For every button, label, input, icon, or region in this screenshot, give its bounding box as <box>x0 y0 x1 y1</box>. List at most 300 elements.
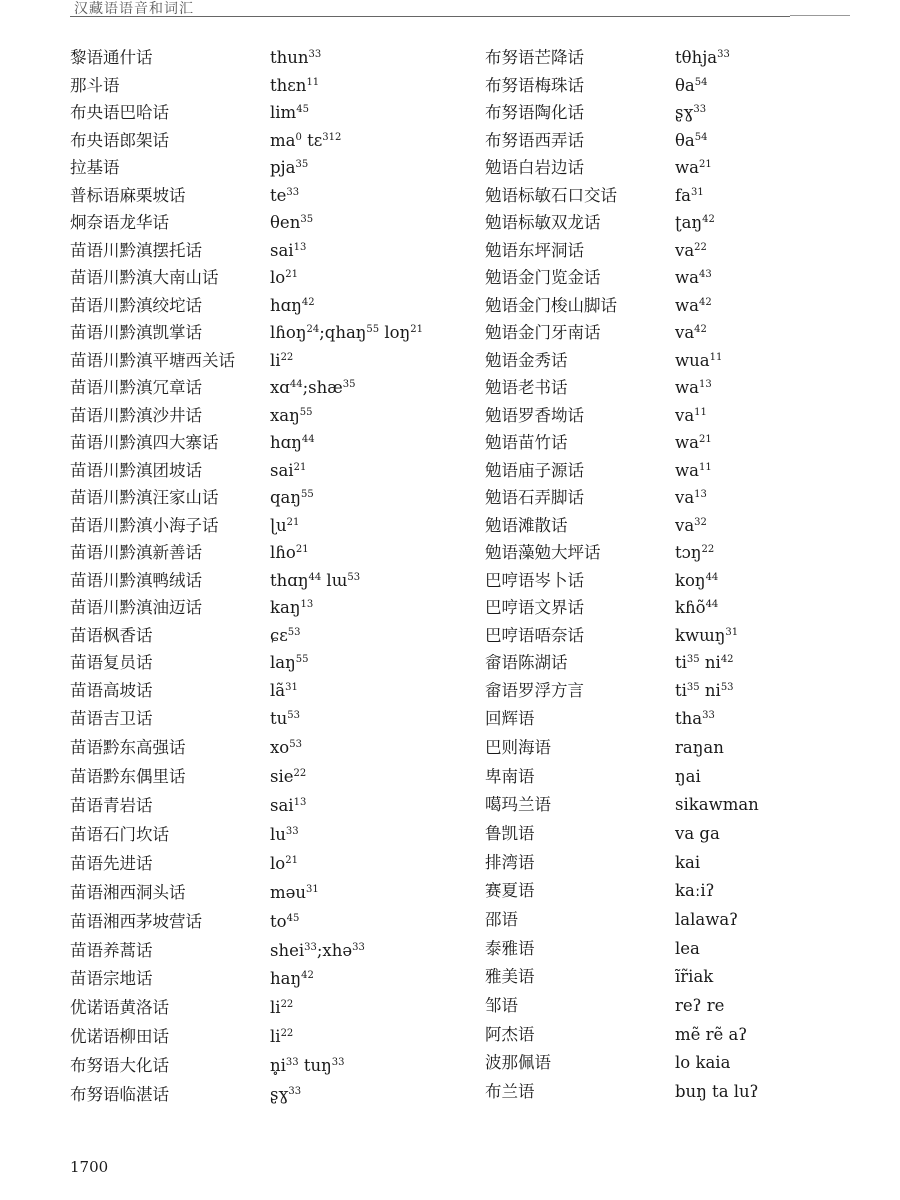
pronunciation <box>675 1049 730 1078</box>
syllable: thun <box>270 48 309 67</box>
syllable: ŋai <box>675 766 701 786</box>
pronunciation <box>270 850 298 879</box>
language-name: 巴则海语 <box>485 737 551 757</box>
vocabulary-entry <box>485 791 875 820</box>
syllable: lim <box>270 103 297 122</box>
vocabulary-entry <box>70 908 450 937</box>
syllable: tɛ <box>301 130 323 150</box>
tone-number: 44 <box>308 571 322 583</box>
vocabulary-entry <box>485 677 875 706</box>
syllable: wa <box>675 433 699 452</box>
syllable: tθhja <box>675 48 718 67</box>
language-name: 苗语川黔滇团坡话 <box>70 460 202 480</box>
pronunciation <box>270 374 356 402</box>
pronunciation <box>270 402 313 430</box>
language-name: 优诺语黄洛话 <box>70 998 169 1018</box>
language-name: 排湾语 <box>485 852 535 872</box>
vocabulary-entry <box>70 937 450 966</box>
language-name: 布努语陶化话 <box>485 103 584 122</box>
running-header <box>70 0 790 17</box>
syllable: sai <box>270 796 294 816</box>
pronunciation <box>270 237 306 265</box>
vocabulary-entry <box>485 906 875 935</box>
pronunciation <box>675 484 707 512</box>
pronunciation <box>675 127 708 155</box>
vocabulary-entry <box>485 429 875 457</box>
language-name: 勉语金秀话 <box>485 350 568 370</box>
tone-number: 11 <box>306 76 320 88</box>
pronunciation <box>675 72 708 100</box>
pronunciation <box>675 402 707 430</box>
vocabulary-entry <box>485 935 875 964</box>
syllable: ni <box>699 680 721 700</box>
language-name: 苗语川黔滇鸭绒话 <box>70 570 202 590</box>
syllable: hɑŋ <box>270 295 302 315</box>
tone-number: 35 <box>686 654 700 665</box>
pronunciation <box>270 484 314 512</box>
language-name: 苗语川黔滇摆托话 <box>70 240 202 260</box>
vocabulary-entry <box>70 677 450 706</box>
tone-number: 312 <box>322 131 342 143</box>
language-name: 苗语湘西茅坡营话 <box>70 911 202 931</box>
pronunciation <box>270 512 299 540</box>
vocabulary-entry <box>485 264 875 292</box>
syllable: kwɯŋ <box>675 625 726 645</box>
tone-number: 42 <box>694 324 707 335</box>
language-name: 邹语 <box>485 996 518 1016</box>
tone-number: 31 <box>725 626 739 638</box>
language-name: 泰雅语 <box>485 938 535 958</box>
language-name: 布央语郎架话 <box>70 130 169 150</box>
language-name: 布努语西弄话 <box>485 130 584 150</box>
language-name: 拉基语 <box>70 158 120 177</box>
syllable: θa <box>675 130 695 150</box>
tone-number: 55 <box>366 324 380 335</box>
vocabulary-entry <box>70 182 450 210</box>
syllable: shei <box>270 940 305 960</box>
pronunciation <box>675 622 738 650</box>
pronunciation <box>270 99 309 127</box>
pronunciation <box>270 734 302 763</box>
tone-number: 44 <box>705 599 719 610</box>
syllable: wua <box>675 350 710 370</box>
language-name: 勉语罗香坳话 <box>485 405 584 425</box>
tone-number: 44 <box>705 571 719 583</box>
vocabulary-entry <box>70 457 450 485</box>
language-name: 勉语东坪洞话 <box>485 240 584 260</box>
pronunciation <box>270 937 365 966</box>
pronunciation <box>675 935 700 964</box>
syllable: kai <box>675 852 701 872</box>
language-name: 那斗语 <box>70 75 120 95</box>
pronunciation <box>675 791 759 820</box>
pronunciation <box>270 1052 345 1081</box>
tone-number: 55 <box>299 406 313 418</box>
tone-number: 53 <box>720 681 734 693</box>
syllable: θen <box>270 213 301 232</box>
syllable: fa <box>675 185 691 205</box>
vocabulary-entry <box>70 44 450 72</box>
tone-number: 42 <box>698 296 712 308</box>
language-name: 苗语先进话 <box>70 853 153 873</box>
language-name: 苗语复员话 <box>70 653 153 672</box>
tone-number: 44 <box>289 379 303 390</box>
vocabulary-entry <box>70 965 450 994</box>
tone-number: 22 <box>694 241 707 253</box>
language-name: 苗语川黔滇凯掌话 <box>70 323 202 342</box>
vocabulary-entry <box>485 1078 875 1107</box>
vocabulary-entry <box>485 763 875 792</box>
tone-number: 13 <box>698 379 712 390</box>
vocabulary-entry <box>485 963 875 992</box>
tone-number: 13 <box>694 489 707 500</box>
language-name: 苗语川黔滇油迈话 <box>70 598 202 617</box>
vocabulary-entry <box>70 99 450 127</box>
tone-number: 31 <box>690 186 704 198</box>
vocabulary-entry <box>70 539 450 567</box>
pronunciation <box>675 849 700 878</box>
pronunciation <box>675 877 715 906</box>
language-name: 噶玛兰语 <box>485 795 551 815</box>
syllable: lo kaia <box>675 1053 731 1073</box>
syllable: wa <box>675 295 699 315</box>
pronunciation <box>675 374 712 402</box>
language-name: 布兰语 <box>485 1082 535 1102</box>
vocabulary-entry <box>485 72 875 100</box>
language-name: 勉语藻勉大坪话 <box>485 543 601 562</box>
vocabulary-entry <box>485 319 875 347</box>
tone-number: 22 <box>280 999 294 1011</box>
syllable: va ga <box>675 823 720 843</box>
syllable: sai <box>270 460 294 480</box>
vocabulary-entry <box>70 512 450 540</box>
tone-number: 13 <box>300 599 314 610</box>
syllable: ;qhaŋ <box>319 323 367 342</box>
tone-number: 53 <box>287 710 300 722</box>
language-name: 巴哼语唔奈话 <box>485 625 584 645</box>
syllable: sai <box>270 240 294 260</box>
syllable: n̥i <box>270 1056 286 1076</box>
vocabulary-entry <box>70 429 450 457</box>
pronunciation <box>675 906 738 935</box>
pronunciation <box>675 154 712 182</box>
syllable: xaŋ <box>270 405 300 425</box>
syllable: koŋ <box>675 570 706 590</box>
pronunciation <box>270 567 360 595</box>
language-name: 雅美语 <box>485 967 535 987</box>
tone-number: 42 <box>301 970 314 982</box>
pronunciation <box>270 457 306 485</box>
pronunciation <box>675 649 734 677</box>
language-name: 苗语川黔滇沙井话 <box>70 405 202 425</box>
pronunciation <box>270 994 293 1023</box>
vocabulary-entry <box>70 622 450 650</box>
tone-number: 53 <box>287 626 301 638</box>
language-name: 勉语标敏石口交话 <box>485 185 617 205</box>
syllable: θa <box>675 75 695 95</box>
tone-number: 24 <box>306 324 320 335</box>
pronunciation <box>675 292 712 320</box>
vocabulary-entry <box>70 850 450 879</box>
syllable: buŋ ta luʔ <box>675 1082 759 1102</box>
tone-number: 11 <box>694 406 707 418</box>
language-name: 苗语川黔滇四大寨话 <box>70 433 219 452</box>
pronunciation <box>270 347 293 375</box>
vocabulary-entry <box>70 154 450 182</box>
syllable: li <box>270 1027 281 1047</box>
syllable: ni <box>699 653 721 672</box>
tone-number: 21 <box>285 854 298 866</box>
tone-number: 21 <box>698 159 712 170</box>
language-name: 苗语养蒿话 <box>70 940 153 960</box>
vocabulary-entry <box>70 374 450 402</box>
vocabulary-entry <box>485 512 875 540</box>
language-name: 苗语黔东高强话 <box>70 738 186 758</box>
pronunciation <box>270 821 299 850</box>
pronunciation <box>675 677 734 706</box>
pronunciation <box>675 237 707 265</box>
tone-number: 33 <box>285 1057 299 1069</box>
language-name: 布努语芒降话 <box>485 48 584 67</box>
pronunciation <box>675 963 713 992</box>
tone-number: 21 <box>293 461 307 473</box>
language-name: 勉语标敏双龙话 <box>485 213 601 232</box>
syllable: tuŋ <box>298 1056 332 1076</box>
vocabulary-entry <box>485 402 875 430</box>
vocabulary-entry <box>485 705 875 734</box>
tone-number: 42 <box>702 214 715 225</box>
syllable: thɛn <box>270 75 307 95</box>
vocabulary-entry <box>485 374 875 402</box>
tone-number: 43 <box>698 269 712 280</box>
tone-number: 21 <box>285 269 298 280</box>
language-name: 苗语枫香话 <box>70 625 153 645</box>
tone-number: 22 <box>280 1028 294 1040</box>
syllable: wa <box>675 378 699 397</box>
vocabulary-entry <box>485 209 875 237</box>
pronunciation <box>675 429 712 457</box>
vocabulary-entry <box>485 820 875 849</box>
syllable: xɑ <box>270 378 290 397</box>
language-name: 勉语滩散话 <box>485 515 568 535</box>
vocabulary-entry <box>70 209 450 237</box>
vocabulary-entry <box>70 264 450 292</box>
language-name: 普标语麻栗坡话 <box>70 185 186 205</box>
vocabulary-entry <box>485 44 875 72</box>
language-name: 苗语湘西洞头话 <box>70 882 186 902</box>
syllable: tu <box>270 709 288 729</box>
vocabulary-entry <box>70 1052 450 1081</box>
language-name: 巴哼语岑卜话 <box>485 570 584 590</box>
language-name: 巴哼语文界话 <box>485 598 584 617</box>
pronunciation <box>270 154 308 182</box>
pronunciation <box>270 319 423 347</box>
language-name: 畲语罗浮方言 <box>485 680 584 700</box>
syllable: ti <box>675 680 687 700</box>
tone-number: 55 <box>301 489 314 500</box>
language-name: 布央语巴哈话 <box>70 103 169 122</box>
tone-number: 33 <box>717 49 730 60</box>
language-name: 苗语川黔滇小海子话 <box>70 515 219 535</box>
vocabulary-entry <box>70 484 450 512</box>
tone-number: 13 <box>293 241 307 253</box>
vocabulary-entry <box>485 539 875 567</box>
syllable: lɯ <box>321 570 348 590</box>
left-column <box>70 44 450 1110</box>
pronunciation <box>270 649 308 677</box>
tone-number: 35 <box>300 214 314 225</box>
pronunciation <box>675 594 718 622</box>
vocabulary-entry <box>485 237 875 265</box>
pronunciation <box>270 539 309 567</box>
language-name: 赛夏语 <box>485 881 535 901</box>
vocabulary-entry <box>70 1023 450 1052</box>
pronunciation <box>270 879 319 908</box>
pronunciation <box>675 539 714 567</box>
language-name: 阿杰语 <box>485 1024 535 1044</box>
tone-number: 33 <box>304 941 317 953</box>
tone-number: 35 <box>686 681 700 693</box>
language-name: 苗语石门坎话 <box>70 824 169 844</box>
vocabulary-entry <box>70 763 450 792</box>
syllable: thɑŋ <box>270 570 309 590</box>
syllable: kɦõ <box>675 598 706 617</box>
language-name: 苗语川黔滇大南山话 <box>70 268 219 287</box>
pronunciation <box>270 1081 301 1110</box>
language-name: 勉语苗竹话 <box>485 433 568 452</box>
tone-number: 53 <box>347 571 361 583</box>
vocabulary-entry <box>485 594 875 622</box>
tone-number: 31 <box>306 883 319 895</box>
language-name: 优诺语柳田话 <box>70 1027 169 1047</box>
pronunciation <box>270 594 313 622</box>
language-name: 苗语川黔滇汪家山话 <box>70 488 219 507</box>
syllable: ɕɛ <box>270 625 288 645</box>
tone-number: 33 <box>285 825 299 837</box>
syllable: qaŋ <box>270 488 302 507</box>
tone-number: 0 <box>295 131 302 143</box>
pronunciation <box>270 1023 293 1052</box>
syllable: va <box>675 515 695 535</box>
vocabulary-entry <box>70 319 450 347</box>
language-name: 苗语川黔滇冗章话 <box>70 378 202 397</box>
syllable: lã <box>270 680 286 700</box>
vocabulary-entry <box>485 877 875 906</box>
tone-number: 33 <box>331 1057 345 1069</box>
pronunciation <box>270 72 319 100</box>
vocabulary-entry <box>70 594 450 622</box>
syllable: wa <box>675 158 699 177</box>
language-name: 苗语川黔滇绞坨话 <box>70 295 202 315</box>
pronunciation <box>270 292 315 320</box>
vocabulary-entry <box>485 622 875 650</box>
pronunciation <box>270 182 299 210</box>
language-name: 勉语白岩边话 <box>485 158 584 177</box>
pronunciation <box>270 763 306 792</box>
tone-number: 54 <box>694 131 708 143</box>
right-column <box>485 44 875 1107</box>
language-name: 苗语川黔滇平塘西关话 <box>70 350 235 370</box>
syllable: lɦo <box>270 543 296 562</box>
language-name: 勉语金门梭山脚话 <box>485 295 617 315</box>
syllable: sikawman <box>675 795 759 815</box>
syllable: wa <box>675 460 699 480</box>
syllable: ʂɣ <box>675 103 694 122</box>
vocabulary-entry <box>485 154 875 182</box>
syllable: ma <box>270 130 296 150</box>
pronunciation <box>675 182 704 210</box>
pronunciation <box>675 44 730 72</box>
language-name: 布努语梅珠话 <box>485 75 584 95</box>
tone-number: 22 <box>293 768 307 780</box>
syllable: tɔŋ <box>675 543 702 562</box>
syllable: va <box>675 488 695 507</box>
tone-number: 21 <box>295 544 309 555</box>
tone-number: 53 <box>289 739 302 751</box>
syllable: pja <box>270 158 296 177</box>
vocabulary-entry <box>485 347 875 375</box>
syllable: tha <box>675 709 703 729</box>
vocabulary-entry <box>70 792 450 821</box>
syllable: raŋan <box>675 737 724 757</box>
tone-number: 33 <box>702 710 715 722</box>
tone-number: 22 <box>280 351 294 363</box>
pronunciation <box>270 44 321 72</box>
language-name: 勉语庙子源话 <box>485 460 584 480</box>
pronunciation <box>675 567 718 595</box>
pronunciation <box>675 820 720 849</box>
pronunciation <box>270 677 298 706</box>
syllable: te <box>270 185 287 205</box>
vocabulary-entry <box>70 237 450 265</box>
tone-number: 35 <box>295 159 309 170</box>
pronunciation <box>675 319 707 347</box>
pronunciation <box>675 1021 747 1050</box>
tone-number: 21 <box>410 324 423 335</box>
syllable: va <box>675 405 695 425</box>
vocabulary-entry <box>70 879 450 908</box>
tone-number: 33 <box>308 49 322 60</box>
pronunciation <box>675 264 712 292</box>
syllable: lea <box>675 938 700 958</box>
tone-number: 54 <box>694 76 708 88</box>
header-rule <box>790 15 850 16</box>
pronunciation <box>675 734 724 763</box>
pronunciation <box>675 992 724 1021</box>
pronunciation <box>675 763 701 792</box>
tone-number: 42 <box>720 654 734 665</box>
vocabulary-entry <box>485 992 875 1021</box>
tone-number: 22 <box>701 544 715 555</box>
pronunciation <box>270 622 301 650</box>
vocabulary-entry <box>70 994 450 1023</box>
syllable: kaŋ <box>270 598 301 617</box>
vocabulary-entry <box>70 734 450 763</box>
language-name: 波那佩语 <box>485 1053 551 1073</box>
syllable: kaːiʔ <box>675 881 715 901</box>
syllable: ɭu <box>270 515 287 535</box>
language-name: 布努语临湛话 <box>70 1084 169 1104</box>
vocabulary-entry <box>70 705 450 734</box>
syllable: ti <box>675 653 687 672</box>
syllable: to <box>270 911 287 931</box>
language-name: 回辉语 <box>485 709 535 729</box>
vocabulary-entry <box>485 484 875 512</box>
pronunciation <box>675 99 706 127</box>
syllable: ;xhə <box>316 940 353 960</box>
pronunciation <box>675 457 712 485</box>
pronunciation <box>270 429 315 457</box>
